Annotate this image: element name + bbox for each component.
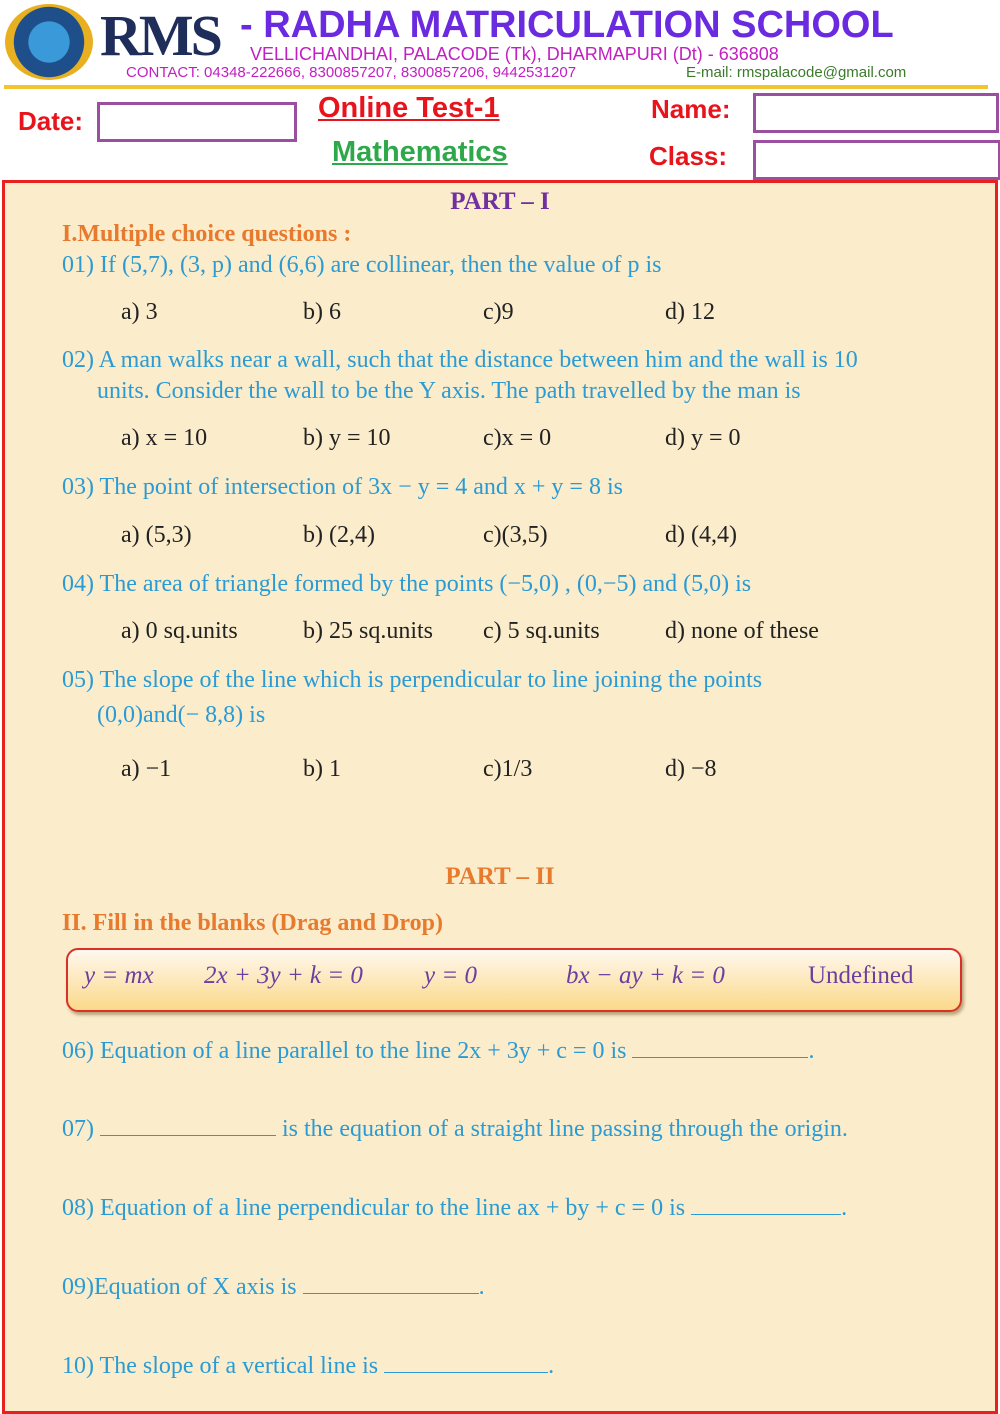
- fill-question: [62, 1192, 847, 1222]
- subject-title: Mathematics: [332, 136, 508, 168]
- drag-choice[interactable]: bx − ay + k = 0: [566, 962, 725, 989]
- test-title: Online Test-1: [318, 92, 500, 124]
- part1-section: I.Multiple choice questions :: [62, 221, 352, 247]
- rms-logo-text: RMS: [100, 3, 220, 68]
- question-text: 03) The point of intersection of 3x − y = 4 and x + y = 8 is: [62, 474, 623, 500]
- divider: [4, 85, 988, 89]
- class-label: Class:: [649, 141, 728, 171]
- option-c[interactable]: c) 5 sq.units: [483, 618, 600, 644]
- option-b[interactable]: b) 6: [303, 299, 341, 325]
- school-contact: CONTACT: 04348-222666, 8300857207, 8300857206, 9442531207: [126, 64, 577, 81]
- class-field[interactable]: [753, 140, 1000, 180]
- school-logo: [5, 4, 93, 80]
- question-text: 10) The slope of a vertical line is: [62, 1353, 385, 1379]
- part2-heading: PART – II: [445, 863, 555, 890]
- fill-question: [62, 1350, 554, 1380]
- option-b[interactable]: b) y = 10: [303, 425, 391, 451]
- option-c[interactable]: c)9: [483, 299, 514, 325]
- fill-question: [62, 1271, 485, 1301]
- question-text: .: [478, 1274, 485, 1300]
- drag-choice[interactable]: 2x + 3y + k = 0: [204, 962, 363, 989]
- question-text: 02) A man walks near a wall, such that the distance between him and the wall is 10: [62, 347, 858, 373]
- option-d[interactable]: d) −8: [665, 756, 717, 782]
- school-address: VELLICHANDHAI, PALACODE (Tk), DHARMAPURI (Dt) - 636808: [250, 44, 779, 64]
- option-c[interactable]: c)x = 0: [483, 425, 552, 451]
- date-label: Date:: [18, 106, 84, 136]
- question-text: is the equation of a straight line passing through the origin.: [276, 1116, 848, 1142]
- option-b[interactable]: b) 1: [303, 756, 341, 782]
- fill-question: [62, 1113, 848, 1143]
- school-email: E-mail: rmspalacode@gmail.com: [686, 64, 907, 81]
- question-text: (0,0)and(− 8,8) is: [97, 702, 266, 728]
- drop-blank[interactable]: [303, 1271, 479, 1294]
- question-text: .: [841, 1195, 848, 1221]
- option-a[interactable]: a) 3: [121, 299, 158, 325]
- question-text: .: [808, 1038, 815, 1064]
- question-text: units. Consider the wall to be the Y axis. The path travelled by the man is: [97, 378, 801, 404]
- question-text: 05) The slope of the line which is perpendicular to line joining the points: [62, 667, 763, 693]
- date-field[interactable]: [97, 102, 297, 142]
- question-text: 01) If (5,7), (3, p) and (6,6) are collinear, then the value of p is: [62, 252, 662, 278]
- question-text: 08) Equation of a line perpendicular to the line ax + by + c = 0 is: [62, 1195, 692, 1221]
- drop-blank[interactable]: [384, 1350, 548, 1373]
- name-field[interactable]: [753, 93, 999, 133]
- drag-choice[interactable]: y = mx: [84, 962, 154, 989]
- option-c[interactable]: c)1/3: [483, 756, 533, 782]
- option-a[interactable]: a) x = 10: [121, 425, 208, 451]
- school-name: - RADHA MATRICULATION SCHOOL: [240, 4, 894, 46]
- fill-question: [62, 1035, 814, 1065]
- option-d[interactable]: d) none of these: [665, 618, 819, 644]
- drop-blank[interactable]: [691, 1192, 841, 1215]
- option-a[interactable]: a) (5,3): [121, 522, 192, 548]
- question-text: 09)Equation of X axis is: [62, 1274, 303, 1300]
- drag-choices-box: [66, 948, 962, 1012]
- question-text: 07): [62, 1116, 100, 1142]
- part2-section: II. Fill in the blanks (Drag and Drop): [62, 910, 443, 936]
- option-d[interactable]: d) (4,4): [665, 522, 737, 548]
- option-b[interactable]: b) 25 sq.units: [303, 618, 434, 644]
- option-a[interactable]: a) 0 sq.units: [121, 618, 238, 644]
- drag-choice[interactable]: y = 0: [424, 962, 477, 989]
- option-c[interactable]: c)(3,5): [483, 522, 548, 548]
- question-text: 04) The area of triangle formed by the points (−5,0) , (0,−5) and (5,0) is: [62, 571, 752, 597]
- part1-heading: PART – I: [450, 188, 550, 215]
- drag-choice[interactable]: Undefined: [808, 962, 914, 989]
- question-text: 06) Equation of a line parallel to the line 2x + 3y + c = 0 is: [62, 1038, 633, 1064]
- name-label: Name:: [651, 94, 731, 124]
- option-d[interactable]: d) 12: [665, 299, 715, 325]
- drop-blank[interactable]: [100, 1113, 276, 1136]
- option-a[interactable]: a) −1: [121, 756, 172, 782]
- drop-blank[interactable]: [632, 1035, 808, 1058]
- question-text: .: [548, 1353, 555, 1379]
- option-d[interactable]: d) y = 0: [665, 425, 741, 451]
- option-b[interactable]: b) (2,4): [303, 522, 375, 548]
